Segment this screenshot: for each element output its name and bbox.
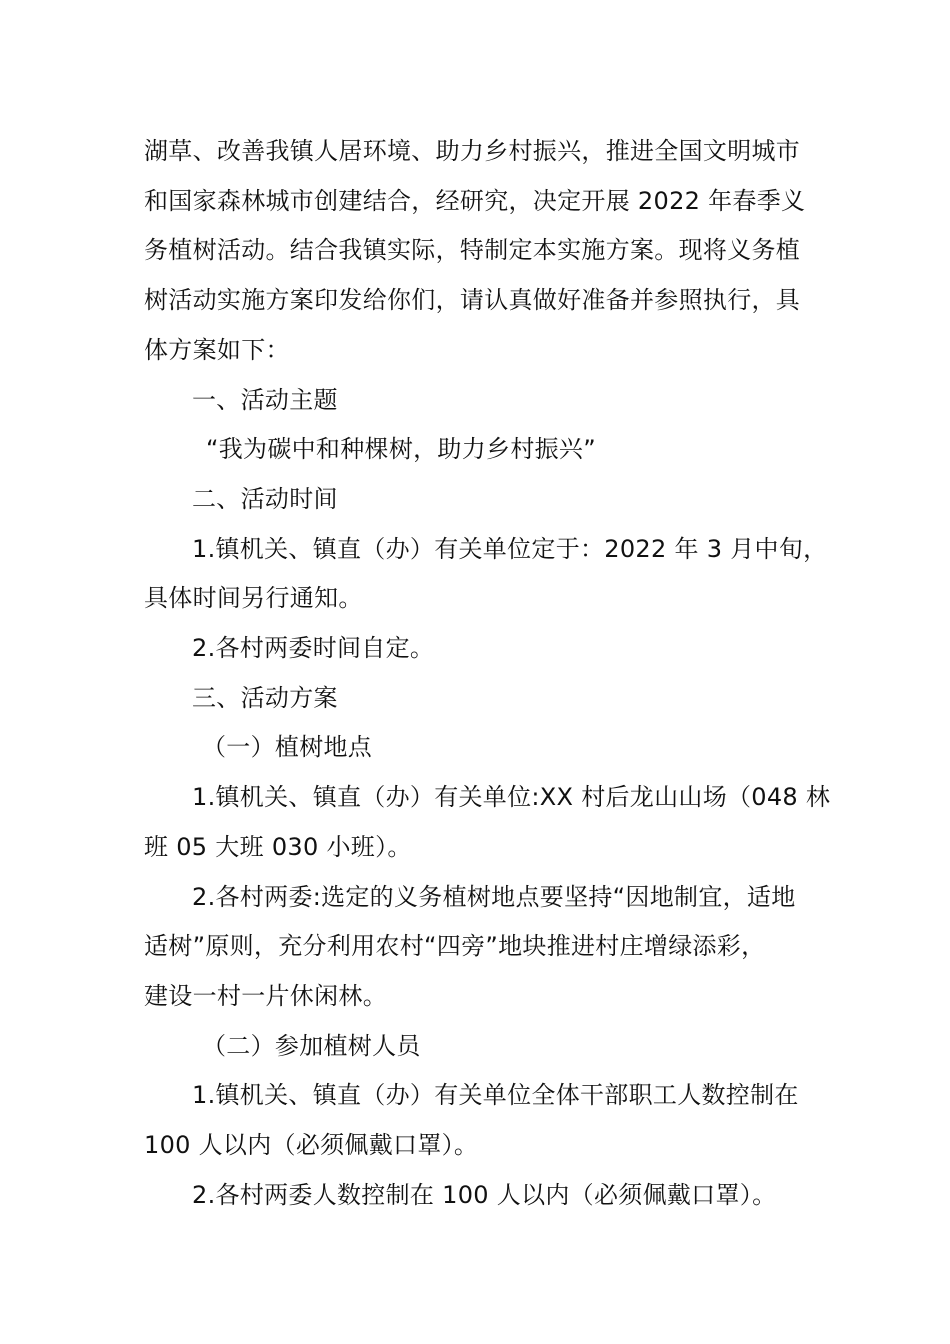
text-line: 体方案如下： — [144, 335, 290, 364]
location-item-1 — [144, 773, 831, 872]
text-line: 100 人以内（必须佩戴口罩）。 — [144, 1131, 479, 1160]
subsection-heading-participants: （二）参加植树人员 — [202, 1031, 421, 1060]
text-line: 和国家森林城市创建结合，经研究，决定开展 2022 年春季义 — [144, 186, 806, 215]
location-item-2 — [144, 873, 809, 1022]
time-item-2: 2.各村两委时间自定。 — [192, 634, 435, 663]
text-line: 务植树活动。结合我镇实际，特制定本实施方案。现将义务植 — [144, 236, 801, 265]
text-line: 1.镇机关、镇直（办）有关单位全体干部职工人数控制在 — [192, 1081, 799, 1110]
intro-paragraph — [144, 127, 809, 376]
subsection-heading-location: （一）植树地点 — [202, 733, 373, 762]
text-line: 建设一村一片休闲林。 — [144, 981, 387, 1010]
text-line: 班 05 大班 030 小班）。 — [144, 832, 412, 861]
theme-slogan: “我为碳中和种棵树，助力乡村振兴” — [206, 435, 596, 464]
section-heading-theme: 一、活动主题 — [192, 385, 338, 414]
participants-item-2: 2.各村两委人数控制在 100 人以内（必须佩戴口罩）。 — [192, 1180, 777, 1209]
text-line: 1.镇机关、镇直（办）有关单位:XX 村后龙山山场（048 林 — [192, 783, 831, 812]
time-item-1 — [144, 525, 828, 624]
section-heading-time: 二、活动时间 — [192, 484, 338, 513]
text-line: 具体时间另行通知。 — [144, 584, 363, 613]
text-line: 树活动实施方案印发给你们，请认真做好准备并参照执行，具 — [144, 286, 801, 315]
participants-item-1 — [144, 1071, 809, 1170]
text-line: 适树”原则，充分利用农村“四旁”地块推进村庄增绿添彩， — [144, 932, 766, 961]
document-body — [144, 127, 831, 1220]
text-line: 湖草、改善我镇人居环境、助力乡村振兴，推进全国文明城市 — [144, 137, 801, 165]
text-line: 2.各村两委:选定的义务植树地点要坚持“因地制宜，适地 — [192, 882, 796, 911]
text-line: 1.镇机关、镇直（办）有关单位定于：2022 年 3 月中旬， — [192, 534, 828, 563]
section-heading-plan: 三、活动方案 — [192, 683, 338, 712]
